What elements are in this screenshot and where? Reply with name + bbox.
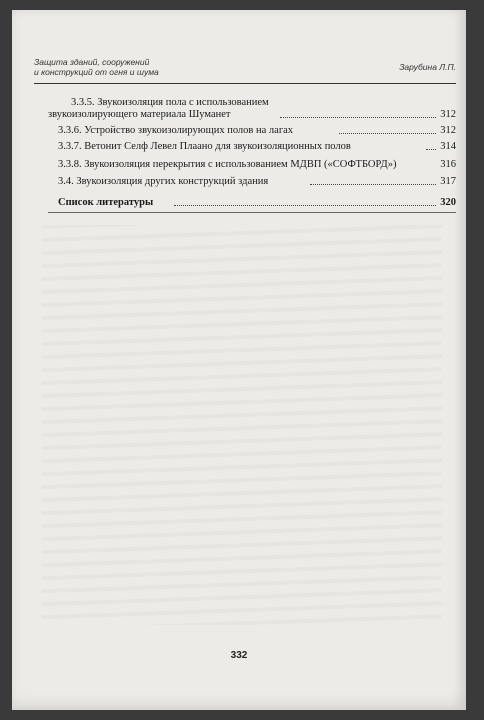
toc-entry-text: Список литературы [58,197,154,208]
toc-entry-text: 3.3.7. Ветонит Селф Левел Плаано для звукоизоляционных полов [58,141,351,152]
header-title [34,57,159,77]
toc-entry [34,140,456,153]
toc-entry-page: 317 [440,176,456,187]
running-header [34,50,456,84]
header-title-line-1: Защита зданий, сооружений [34,57,150,67]
toc-entry-page: 320 [440,197,456,208]
toc-entry-page: 312 [440,109,456,120]
toc-entry-text: 3.3.6. Устройство звукоизолирующих полов на лагах [58,125,294,136]
toc-entry-bibliography [34,196,456,209]
toc-entry-page: 314 [440,141,456,152]
toc-leader-dots [339,133,436,134]
toc-entry [34,108,456,121]
toc-entry-text: звукоизолирующего материала Шуманет [48,109,231,120]
toc-entry-text: 3.3.5. Звукоизоляция пола с использованием [71,97,269,108]
toc-leader-dots [310,184,436,185]
toc-leader-dots [280,117,436,118]
toc-entry-text: 3.4. Звукоизоляция других конструкций здания [58,176,269,187]
header-rule [34,83,456,84]
header-title-line-2: и конструкций от огня и шума [34,67,159,77]
book-page [12,10,466,710]
toc-entry [34,158,456,171]
toc-leader-dots [426,149,436,150]
toc-leader-dots [174,205,436,206]
toc-entry-page: 316 [440,159,456,170]
toc-entry [34,175,456,188]
toc-entry-text: 3.3.8. Звукоизоляция перекрытия с использованием МДВП («СОФТБОРД») [58,159,397,170]
toc-end-rule [48,212,456,213]
toc-entry [34,124,456,137]
bleed-through-texture [42,225,442,625]
page-number: 332 [230,650,248,661]
toc-entry-page: 312 [440,125,456,136]
header-author: Зарубина Л.П. [399,62,456,72]
